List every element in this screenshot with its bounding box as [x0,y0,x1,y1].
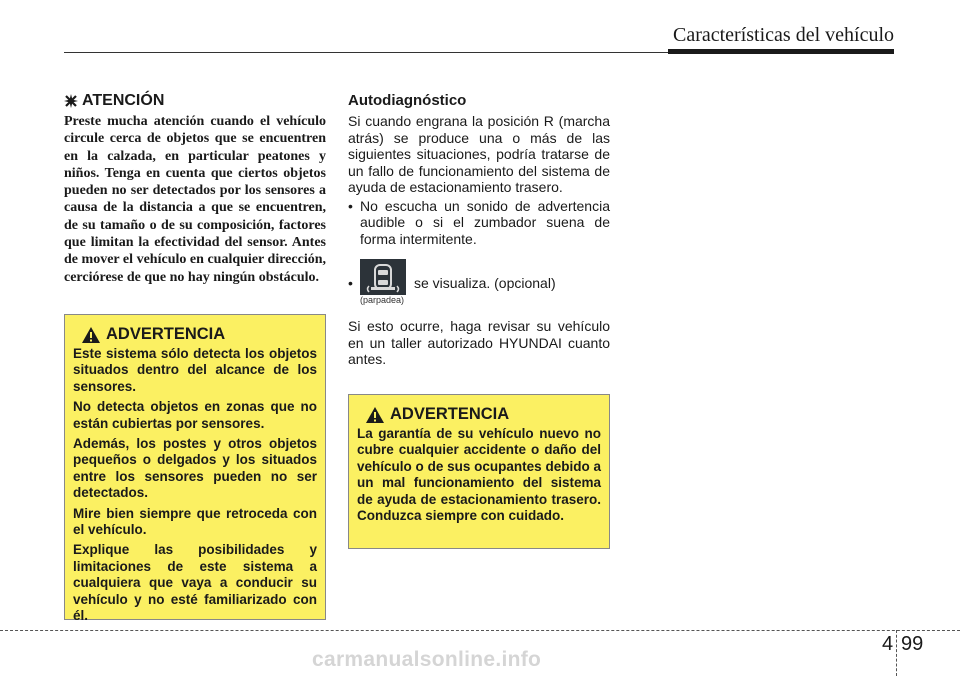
warning-paragraph: No detecta objetos en zonas que no están cubiertas por sensores. [73,399,317,431]
section-heading-autodiagnostico: Autodiagnóstico [348,92,467,109]
bullet-dot: • [348,275,353,291]
warning-paragraph: Además, los postes y otros objetos pequeños o delgados y los situados entre los sensores pueden no ser detectados. [73,436,317,501]
cross-star-icon [64,94,78,108]
autodiag-intro: Si cuando engrana la posición R (marcha atrás) se produce una o más de las siguientes situaciones, podría tratarse de un fallo de funcionamiento del sistema de ayuda de estacionamiento trasero. [348,113,610,195]
attention-body: Preste mucha atención cuando el vehículo circule cerca de objetos que se encuentren en la calzada, en particular peatones y niños. Tenga en cuenta que ciertos objetos pueden no ser detectados por los sensores a causa de la distancia a que se encuentren, de su tamaño o de su composición, factores que limitan la efectividad del sensor. Antes de mover el vehículo en cualquier dirección, cerciórese de que no hay ningún obstáculo. [64,114,326,285]
warning-body-left [73,346,317,625]
parking-sensor-indicator [360,259,410,306]
bullet-text: No escucha un sonido de advertencia audible o si el zumbador suena de forma intermitente. [360,197,610,247]
list-item [348,259,610,306]
footer-rule [0,630,960,631]
right-column [348,92,610,368]
warning-body-right [357,426,601,524]
warning-heading-text: ADVERTENCIA [390,405,510,423]
warning-box-left [64,314,326,624]
bullet-dot: • [348,197,353,214]
bullet-text: se visualiza. (opcional) [414,275,556,291]
warning-paragraph: Explique las posibilidades y limitaciones de este sistema a cualquiera que vaya a conducir su vehículo y no esté familiarizado con él. [73,542,317,624]
attention-heading [64,92,326,110]
attention-heading-text: ATENCIÓN [82,92,165,109]
warning-triangle-icon [81,326,101,344]
page-header-title: Características del vehículo [672,24,894,46]
header-rule-accent [668,49,894,54]
page-number: 99 [901,633,924,655]
warning-heading-left [81,325,317,344]
parking-sensor-icon [360,259,406,295]
left-column [64,92,326,286]
icon-caption: (parpadea) [360,295,405,305]
autodiag-closing: Si esto ocurre, haga revisar su vehículo en un taller autorizado HYUNDAI cuanto antes. [348,318,610,367]
list-item [348,198,610,248]
warning-box-right [348,394,610,549]
watermark: carmanualsonline.info [312,648,542,671]
warning-paragraph: Este sistema sólo detecta los objetos situados dentro del alcance de los sensores. [73,346,317,394]
chapter-number: 4 [882,633,894,655]
warning-heading-text: ADVERTENCIA [106,325,226,343]
warning-triangle-icon [365,406,385,424]
warning-heading-right [365,405,601,424]
warning-paragraph: Mire bien siempre que retroceda con el vehículo. [73,505,317,538]
warning-paragraph: La garantía de su vehículo nuevo no cubre cualquier accidente o daño del vehículo o de sus ocupantes debido a un mal funcionamiento del sistema de ayuda de estacionamiento trasero. Conduzca siempre con cuidado. [357,426,601,524]
footer-separator [896,630,897,676]
header-rule [64,52,672,53]
